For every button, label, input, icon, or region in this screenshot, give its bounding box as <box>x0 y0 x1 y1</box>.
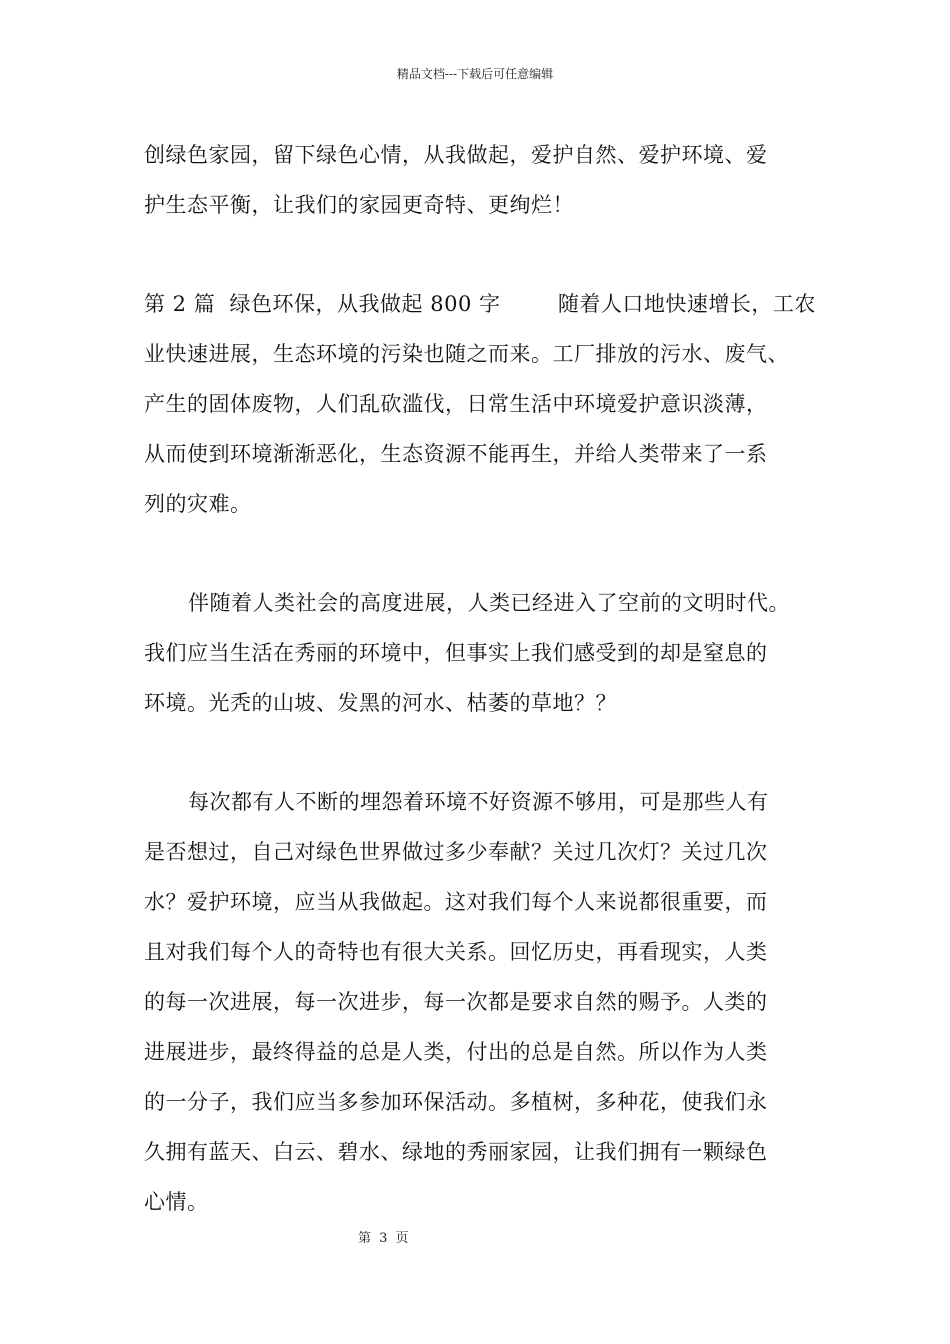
text-line: 护生态平衡，让我们的家园更奇特、更绚烂！ <box>144 193 574 217</box>
text-line: 是否想过，自己对绿色世界做过多少奉献？关过几次灯？关过几次 <box>144 840 768 864</box>
text-line: 列的灾难。 <box>144 492 252 516</box>
text-line: 且对我们每个人的奇特也有很大关系。回忆历史，再看现实，人类 <box>144 940 768 964</box>
page-header: 精品文档---下载后可任意编辑 <box>396 67 554 81</box>
text-line: 的每一次进展，每一次进步，每一次都是要求自然的赐予。人类的 <box>144 990 768 1014</box>
paragraph-2 <box>144 279 816 529</box>
text-line: 伴随着人类社会的高度进展，人类已经进入了空前的文明时代。 <box>188 591 790 615</box>
paragraph-3 <box>144 578 809 728</box>
text-line: 的一分子，我们应当多参加环保活动。多植树，多种花，使我们永 <box>144 1090 768 1114</box>
text-line: 水？爱护环境，应当从我做起。这对我们每个人来说都很重要，而 <box>144 890 768 914</box>
paragraph-1 <box>144 130 809 230</box>
text-line: 第 2 篇 绿色环保，从我做起 800 字 随着人口地快速增长，工农 <box>144 292 816 316</box>
text-line: 创绿色家园，留下绿色心情，从我做起，爱护自然、爱护环境、爱 <box>144 143 768 167</box>
text-line: 每次都有人不断的埋怨着环境不好资源不够用，可是那些人有 <box>188 790 769 814</box>
text-line: 久拥有蓝天、白云、碧水、绿地的秀丽家园，让我们拥有一颗绿色 <box>144 1140 768 1164</box>
text-line: 产生的固体废物，人们乱砍滥伐，日常生活中环境爱护意识淡薄， <box>144 392 768 416</box>
text-line: 进展进步，最终得益的总是人类，付出的总是自然。所以作为人类 <box>144 1040 768 1064</box>
document-body <box>144 130 816 1227</box>
paragraph-gap <box>144 529 809 578</box>
text-line: 心情。 <box>144 1190 209 1214</box>
paragraph-gap <box>144 728 809 777</box>
paragraph-gap <box>144 230 809 279</box>
page-number: 第 3 页 <box>358 1231 411 1246</box>
text-line: 我们应当生活在秀丽的环境中，但事实上我们感受到的却是窒息的 <box>144 641 768 665</box>
text-line: 从而使到环境渐渐恶化，生态资源不能再生，并给人类带来了一系 <box>144 442 768 466</box>
paragraph-4 <box>144 777 809 1227</box>
text-line: 环境。光秃的山坡、发黑的河水、枯萎的草地？？ <box>144 691 617 715</box>
text-line: 业快速进展，生态环境的污染也随之而来。工厂排放的污水、废气、 <box>144 342 789 366</box>
